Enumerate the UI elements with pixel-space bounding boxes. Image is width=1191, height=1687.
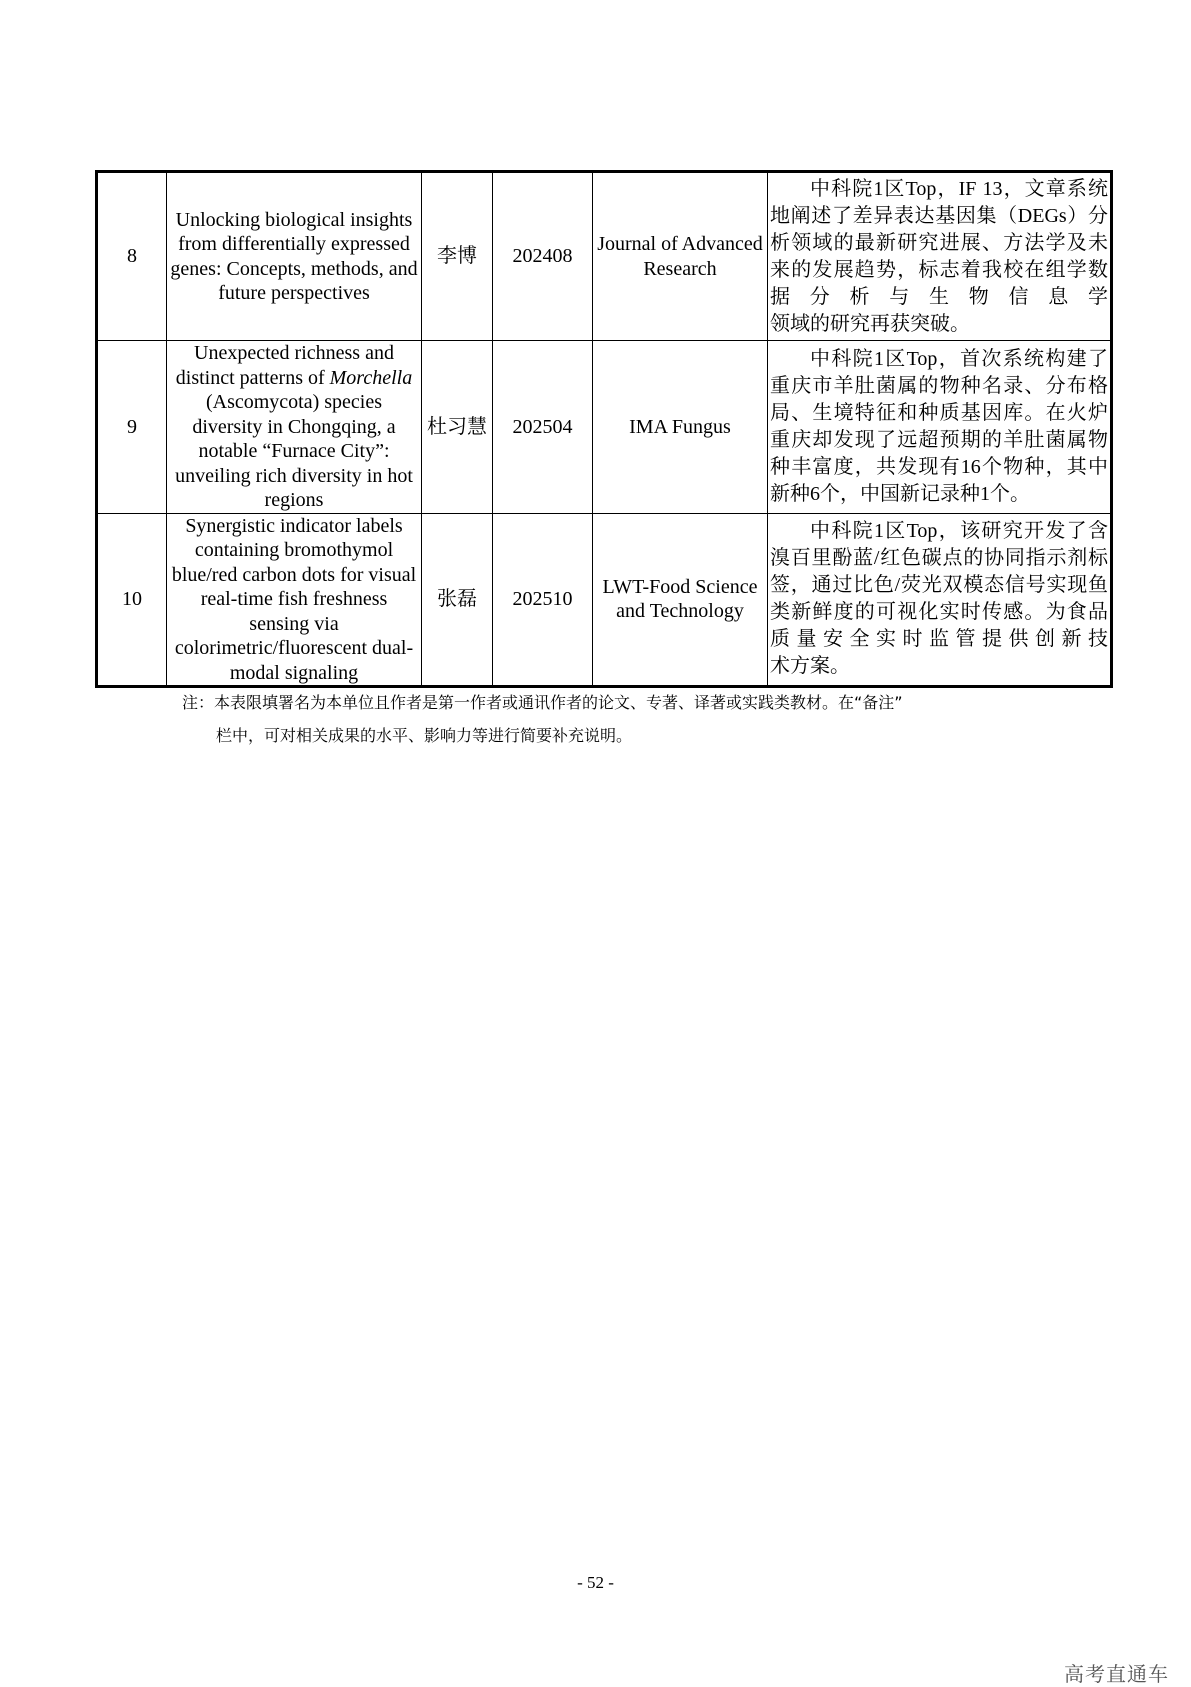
remarks-cell	[768, 341, 1112, 514]
footnote-line: 注：本表限填署名为本单位且作者是第一作者或通讯作者的论文、专著、译著或实践类教材。在“备注”	[182, 693, 903, 712]
journal-name: IMA Fungus	[593, 341, 768, 514]
achievements-table	[95, 170, 1113, 688]
author-name: 张磊	[422, 513, 493, 687]
remarks-text: 中科院1区Top，IF 13，文章系统地阐述了差异表达基因集（DEGs）分析领域的最新研究进展、方法学及未来的发展趋势，标志着我校在组学数据分析与生物信息学	[770, 177, 1108, 308]
paper-title	[167, 341, 422, 514]
author-name: 李博	[422, 172, 493, 341]
remarks-cell	[768, 172, 1112, 341]
row-number: 8	[97, 172, 167, 341]
row-number: 10	[97, 513, 167, 687]
paper-title-italic: Morchella	[329, 366, 413, 389]
paper-title: Synergistic indicator labels containing bromothymol blue/red carbon dots for visual real-time fish freshness sensing via colorimetric/fluorescent dual-modal signaling	[167, 513, 422, 687]
table-row	[97, 513, 1112, 687]
remarks-last-line: 领域的研究再获突破。	[770, 312, 970, 335]
watermark: 高考直通车	[1064, 1662, 1169, 1686]
page-number: - 52 -	[577, 1573, 614, 1592]
remarks-text: 中科院1区Top，首次系统构建了重庆市羊肚菌属的物种名录、分布格局、生境特征和种质基因库。在火炉重庆却发现了远超预期的羊肚菌属物种丰富度，共发现有16个物种，其中	[770, 347, 1108, 478]
publish-date: 202510	[493, 513, 593, 687]
remarks-last-line: 术方案。	[770, 655, 850, 678]
remarks-last-line: 新种6个，中国新记录种1个。	[770, 482, 1030, 505]
author-name: 杜习慧	[422, 341, 493, 514]
publish-date: 202408	[493, 172, 593, 341]
remarks-text: 中科院1区Top，该研究开发了含溴百里酚蓝/红色碳点的协同指示剂标签，通过比色/荧光双模态信号实现鱼类新鲜度的可视化实时传感。为食品质量安全实时监管提供创新技	[770, 520, 1108, 651]
journal-name: LWT-Food Science and Technology	[593, 513, 768, 687]
row-number: 9	[97, 341, 167, 514]
publish-date: 202504	[493, 341, 593, 514]
journal-name: Journal of Advanced Research	[593, 172, 768, 341]
table-row	[97, 341, 1112, 514]
paper-title-part: (Ascomycota) species diversity in Chongqing, a notable “Furnace City”: unveiling rich diversity in hot regions	[175, 391, 413, 511]
paper-title: Unlocking biological insights from differentially expressed genes: Concepts, methods, and future perspectives	[167, 172, 422, 341]
paper-title-part: Unexpected richness and distinct patterns of	[175, 342, 394, 389]
table-row	[97, 172, 1112, 341]
remarks-cell	[768, 513, 1112, 687]
footnote-line: 栏中，可对相关成果的水平、影响力等进行简要补充说明。	[216, 726, 633, 745]
